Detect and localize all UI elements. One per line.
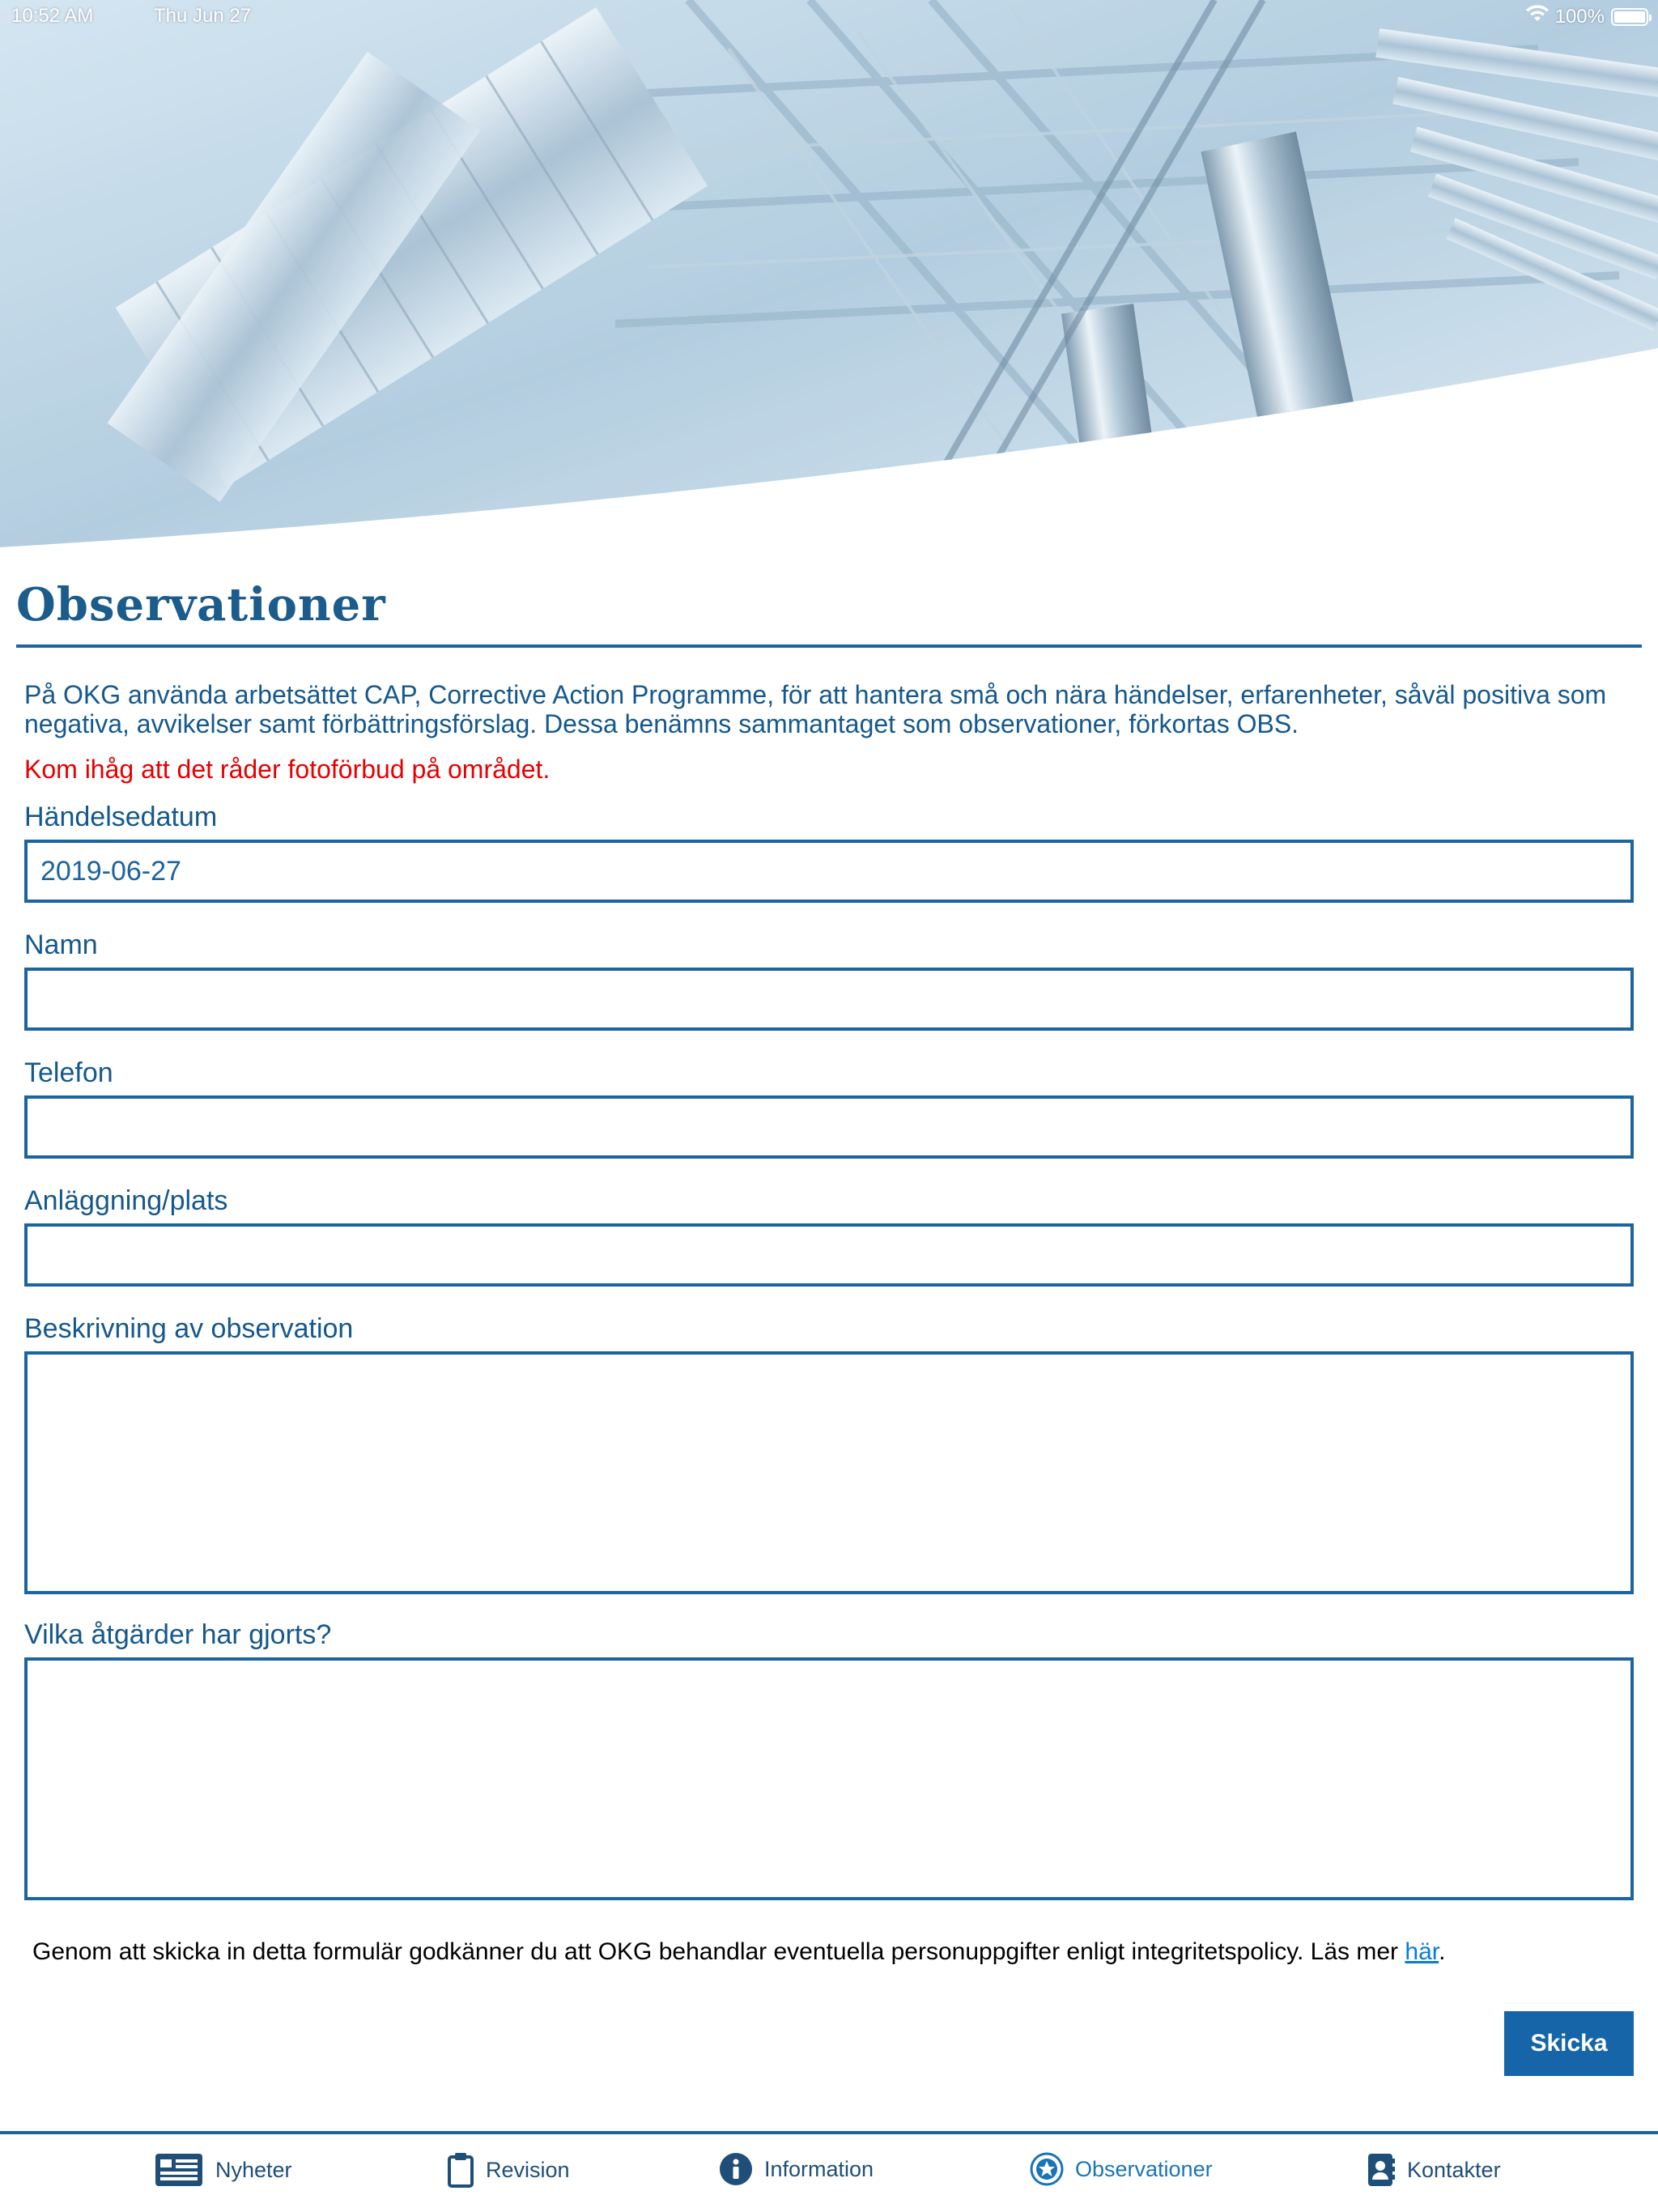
tab-label: Nyheter: [215, 2157, 292, 2182]
battery-percent: 100%: [1554, 5, 1605, 28]
date-label: Händelsedatum: [24, 802, 218, 832]
tab-kontakter[interactable]: [1367, 2152, 1501, 2188]
badge-icon: [1030, 2152, 1064, 2186]
location-input[interactable]: [24, 1223, 1634, 1287]
date-input[interactable]: [24, 840, 1634, 903]
name-label: Namn: [24, 929, 98, 960]
actions-textarea[interactable]: [24, 1657, 1634, 1900]
phone-input[interactable]: [24, 1095, 1634, 1159]
intro-text: På OKG använda arbetsättet CAP, Corrective Action Programme, för att hantera små och nära händelser, erfarenheter, såväl positiva som negativa, avvikelser samt förbättringsförslag. Dessa benämns sammantaget som observationer, förkortas OBS.: [24, 680, 1607, 738]
tab-label: Information: [764, 2156, 874, 2181]
contacts-icon: [1367, 2152, 1396, 2188]
status-bar: [0, 0, 1658, 32]
name-input[interactable]: [24, 968, 1634, 1031]
tab-label: Kontakter: [1407, 2157, 1501, 2182]
newspaper-icon: [154, 2152, 204, 2188]
wifi-icon: [1526, 5, 1549, 28]
tab-information[interactable]: [719, 2152, 874, 2186]
photo-warning: Kom ihåg att det råder fotoförbud på området.: [24, 755, 551, 784]
tab-nyheter[interactable]: [154, 2152, 292, 2188]
location-label: Anläggning/plats: [24, 1185, 228, 1216]
hero-image: [0, 0, 1658, 559]
clipboard-icon: [447, 2152, 474, 2188]
tab-observationer[interactable]: [1030, 2152, 1213, 2186]
tab-label: Observationer: [1075, 2156, 1213, 2181]
tab-label: Revision: [486, 2157, 570, 2182]
info-icon: [719, 2152, 753, 2186]
battery-icon: [1611, 8, 1648, 26]
consent-body: Genom att skicka in detta formulär godkänner du att OKG behandlar eventuella personuppgifter enligt integritetspolicy. Läs mer: [32, 1938, 1405, 1965]
phone-label: Telefon: [24, 1057, 113, 1088]
consent-end: .: [1439, 1938, 1446, 1965]
consent-text: [32, 1938, 1445, 1966]
submit-button[interactable]: Skicka: [1504, 2011, 1634, 2076]
status-indicators: [1526, 5, 1648, 28]
description-label: Beskrivning av observation: [24, 1313, 354, 1344]
tab-bar: [0, 2134, 1658, 2212]
description-textarea[interactable]: [24, 1351, 1634, 1594]
actions-label: Vilka åtgärder har gjorts?: [24, 1619, 332, 1650]
title-divider: [16, 644, 1642, 648]
page-title: Observationer: [16, 578, 386, 632]
privacy-link[interactable]: här: [1405, 1938, 1439, 1965]
tab-revision[interactable]: [447, 2152, 570, 2188]
status-date: Thu Jun 27: [154, 5, 252, 27]
status-time: 10:52 AM: [11, 5, 94, 27]
